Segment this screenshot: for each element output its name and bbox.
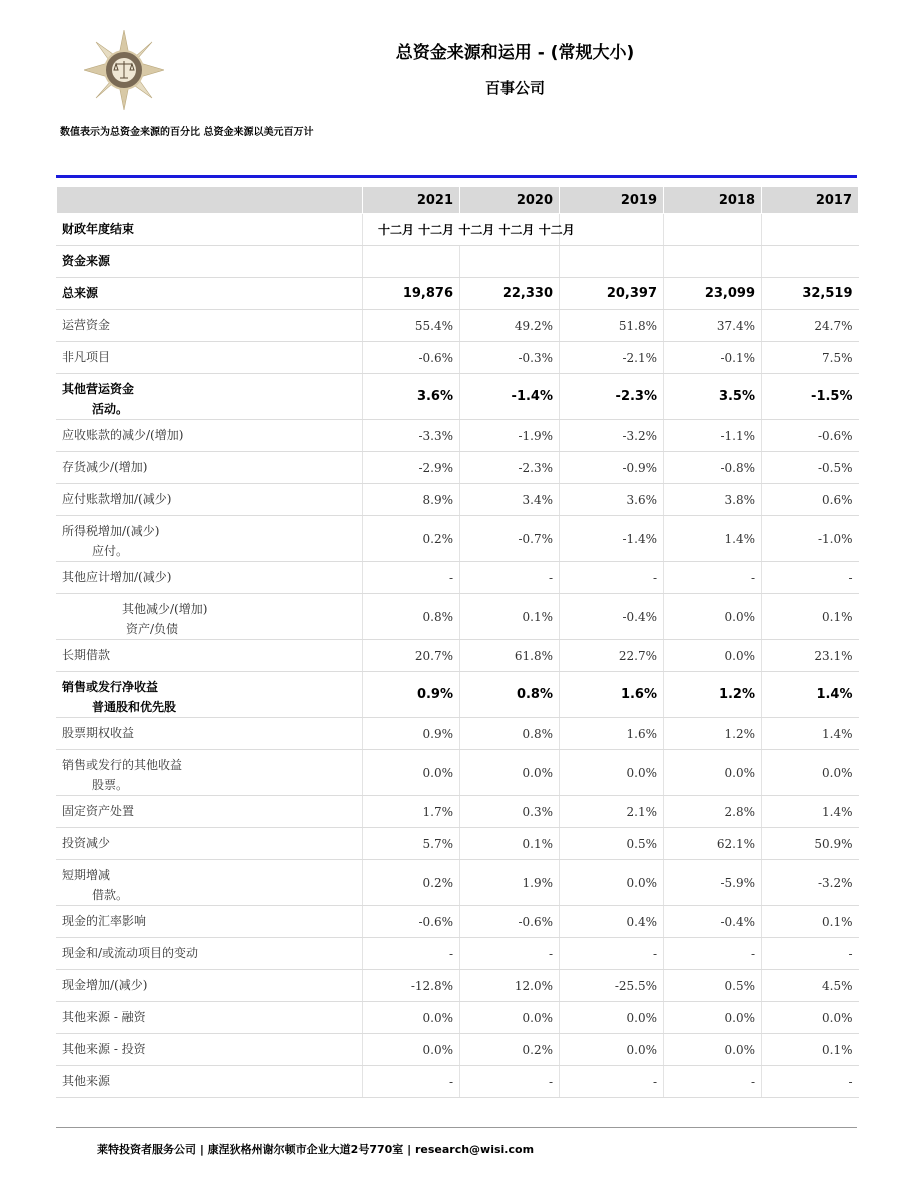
value-cell: -0.6%	[363, 906, 460, 938]
row-label	[57, 906, 363, 938]
table-row	[57, 562, 859, 594]
value-cell: -	[460, 1066, 560, 1098]
value-cell: 0.8%	[460, 718, 560, 750]
row-label	[57, 1034, 363, 1066]
row-label-line2: 股票。	[92, 778, 129, 792]
value-cell: 0.0%	[762, 750, 859, 796]
table-row	[57, 310, 859, 342]
row-label-line2: 借款。	[92, 888, 129, 902]
row-label-line2: 普通股和优先股	[92, 700, 177, 714]
table-row	[57, 516, 859, 562]
table-row	[57, 828, 859, 860]
year-header: 2019	[560, 187, 664, 214]
value-cell: 0.9%	[363, 672, 460, 718]
value-cell: -3.2%	[560, 420, 664, 452]
row-label	[57, 938, 363, 970]
row-label	[57, 562, 363, 594]
value-cell: 0.3%	[460, 796, 560, 828]
year-header-row	[57, 187, 859, 214]
value-cell: 1.4%	[762, 796, 859, 828]
row-label-line1: 运营资金	[62, 318, 111, 332]
value-cell: -2.3%	[460, 452, 560, 484]
value-cell: -0.6%	[363, 342, 460, 374]
value-cell: -0.5%	[762, 452, 859, 484]
row-label	[57, 310, 363, 342]
value-cell: -1.4%	[560, 516, 664, 562]
value-cell: -0.4%	[664, 906, 762, 938]
header-blank-cell	[57, 187, 363, 214]
table-row	[57, 420, 859, 452]
row-label-line1: 现金增加/(减少)	[62, 978, 148, 992]
row-label: 总来源	[57, 278, 363, 310]
fiscal-year-end-row	[57, 214, 859, 246]
value-cell: 0.1%	[460, 594, 560, 640]
value-cell: 0.0%	[560, 750, 664, 796]
row-label-line1: 其他应计增加/(减少)	[62, 570, 172, 584]
value-cell: 1.4%	[664, 516, 762, 562]
row-label: 财政年度结束	[57, 214, 363, 246]
value-cell: 32,519	[762, 278, 859, 310]
value-cell: -	[762, 562, 859, 594]
table-row	[57, 640, 859, 672]
table-row	[57, 1002, 859, 1034]
value-cell: -5.9%	[664, 860, 762, 906]
value-cell: 19,876	[363, 278, 460, 310]
value-cell: -	[460, 562, 560, 594]
value-cell: 0.0%	[460, 1002, 560, 1034]
row-label-line1: 所得税增加/(减少)	[62, 524, 160, 538]
table-row	[57, 452, 859, 484]
row-label-line1: 应收账款的减少/(增加)	[62, 428, 184, 442]
value-cell: 61.8%	[460, 640, 560, 672]
value-cell: 0.5%	[560, 828, 664, 860]
section-header-row	[57, 246, 859, 278]
table-row	[57, 672, 859, 718]
value-cell: -2.9%	[363, 452, 460, 484]
value-cell: -	[560, 562, 664, 594]
value-cell: 50.9%	[762, 828, 859, 860]
value-cell: 0.4%	[560, 906, 664, 938]
value-cell: -3.2%	[762, 860, 859, 906]
value-cell: 0.0%	[363, 750, 460, 796]
value-cell: 22.7%	[560, 640, 664, 672]
header-divider	[56, 175, 857, 178]
row-label-line1: 非凡项目	[62, 350, 111, 364]
value-cell: 0.8%	[460, 672, 560, 718]
row-label	[57, 374, 363, 420]
value-cell: -	[762, 1066, 859, 1098]
value-cell: -1.1%	[664, 420, 762, 452]
year-header: 2017	[762, 187, 859, 214]
value-cell: -	[762, 938, 859, 970]
value-cell: 62.1%	[664, 828, 762, 860]
row-label-line1: 股票期权收益	[62, 726, 135, 740]
value-cell: 1.6%	[560, 718, 664, 750]
value-cell: 3.4%	[460, 484, 560, 516]
row-label-line1: 投资减少	[62, 836, 111, 850]
value-cell: 0.0%	[664, 1034, 762, 1066]
value-cell: -0.6%	[460, 906, 560, 938]
fiscal-months: 十二月 十二月 十二月 十二月 十二月	[363, 214, 560, 246]
value-cell: 51.8%	[560, 310, 664, 342]
company-logo-icon	[84, 30, 164, 110]
value-cell: 3.6%	[560, 484, 664, 516]
value-cell: -2.3%	[560, 374, 664, 420]
value-cell: -	[363, 562, 460, 594]
value-cell: 5.7%	[363, 828, 460, 860]
row-label	[57, 750, 363, 796]
value-cell: -	[664, 562, 762, 594]
sources-of-funds-table	[56, 186, 859, 1098]
value-cell: -1.0%	[762, 516, 859, 562]
value-cell: 0.5%	[664, 970, 762, 1002]
value-cell: -1.5%	[762, 374, 859, 420]
value-cell: 1.2%	[664, 672, 762, 718]
row-label	[57, 828, 363, 860]
row-label	[57, 672, 363, 718]
row-label	[57, 452, 363, 484]
value-cell: 1.4%	[762, 718, 859, 750]
value-cell: -0.8%	[664, 452, 762, 484]
year-header: 2021	[363, 187, 460, 214]
value-cell: 24.7%	[762, 310, 859, 342]
value-cell: -	[363, 1066, 460, 1098]
total-sources-row	[57, 278, 859, 310]
table-row	[57, 1034, 859, 1066]
table-row	[57, 1066, 859, 1098]
value-cell: -	[664, 938, 762, 970]
value-cell: 7.5%	[762, 342, 859, 374]
value-cell: 4.5%	[762, 970, 859, 1002]
row-label-line1: 应付账款增加/(减少)	[62, 492, 172, 506]
value-cell: 0.1%	[762, 594, 859, 640]
value-cell: 1.4%	[762, 672, 859, 718]
value-cell: 0.0%	[664, 640, 762, 672]
row-label	[57, 484, 363, 516]
value-cell: 0.8%	[363, 594, 460, 640]
table-row	[57, 484, 859, 516]
value-cell: -25.5%	[560, 970, 664, 1002]
footer-contact: 莱特投资者服务公司 | 康涅狄格州谢尔顿市企业大道2号770室 | research@wisi.com	[97, 1143, 535, 1156]
value-cell: 37.4%	[664, 310, 762, 342]
value-cell: 3.6%	[363, 374, 460, 420]
company-name: 百事公司	[484, 79, 545, 97]
year-header: 2020	[460, 187, 560, 214]
row-label-line2: 资产/负债	[126, 622, 179, 636]
value-cell: -2.1%	[560, 342, 664, 374]
row-label-line1: 其他减少/(增加)	[122, 602, 208, 616]
value-cell: 23,099	[664, 278, 762, 310]
value-cell: -	[664, 1066, 762, 1098]
table-row	[57, 860, 859, 906]
table-row	[57, 938, 859, 970]
year-header: 2018	[664, 187, 762, 214]
value-cell: 0.0%	[363, 1002, 460, 1034]
value-cell: 1.6%	[560, 672, 664, 718]
row-label-line1: 短期增减	[62, 868, 111, 882]
table-row	[57, 906, 859, 938]
value-cell: 0.6%	[762, 484, 859, 516]
row-label	[57, 594, 363, 640]
row-label-line1: 存货减少/(增加)	[62, 460, 148, 474]
value-cell: -0.4%	[560, 594, 664, 640]
value-cell: -	[363, 938, 460, 970]
table-row	[57, 970, 859, 1002]
table-row	[57, 374, 859, 420]
value-cell: 0.0%	[560, 860, 664, 906]
value-cell: 0.0%	[460, 750, 560, 796]
value-cell: 0.2%	[363, 516, 460, 562]
value-cell: 0.0%	[664, 1002, 762, 1034]
row-label	[57, 796, 363, 828]
row-label-line1: 销售或发行的其他收益	[62, 758, 183, 772]
row-label-line1: 销售或发行净收益	[62, 680, 159, 694]
section-label: 资金来源	[57, 246, 363, 278]
value-cell: -1.9%	[460, 420, 560, 452]
row-label-line1: 长期借款	[62, 648, 111, 662]
value-cell: 2.8%	[664, 796, 762, 828]
value-cell: -3.3%	[363, 420, 460, 452]
value-cell: 0.1%	[762, 1034, 859, 1066]
value-cell: 1.2%	[664, 718, 762, 750]
row-label	[57, 1066, 363, 1098]
row-label	[57, 1002, 363, 1034]
value-cell: 1.7%	[363, 796, 460, 828]
value-cell: -0.1%	[664, 342, 762, 374]
value-cell: -	[460, 938, 560, 970]
value-cell: 49.2%	[460, 310, 560, 342]
row-label	[57, 420, 363, 452]
value-cell: 0.2%	[460, 1034, 560, 1066]
table-row	[57, 718, 859, 750]
row-label-line2: 应付。	[92, 544, 129, 558]
row-label-line1: 其他来源	[62, 1074, 111, 1088]
value-cell: -1.4%	[460, 374, 560, 420]
value-cell: 0.9%	[363, 718, 460, 750]
value-cell: 55.4%	[363, 310, 460, 342]
value-cell: -0.3%	[460, 342, 560, 374]
table-row	[57, 750, 859, 796]
value-cell: 12.0%	[460, 970, 560, 1002]
value-cell: 3.8%	[664, 484, 762, 516]
row-label	[57, 970, 363, 1002]
value-cell: 0.0%	[762, 1002, 859, 1034]
page-title: 总资金来源和运用 - (常规大小)	[395, 43, 635, 63]
value-cell: -	[560, 938, 664, 970]
value-cell: 23.1%	[762, 640, 859, 672]
value-cell: 0.1%	[762, 906, 859, 938]
value-cell: 0.0%	[664, 750, 762, 796]
value-cell: 0.0%	[560, 1002, 664, 1034]
row-label-line2: 活动。	[92, 402, 129, 416]
value-cell: -0.7%	[460, 516, 560, 562]
row-label-line1: 现金的汇率影响	[62, 914, 147, 928]
row-label-line1: 其他来源 - 投资	[62, 1042, 146, 1056]
table-row	[57, 594, 859, 640]
row-label	[57, 860, 363, 906]
value-cell: 1.9%	[460, 860, 560, 906]
value-cell: 0.0%	[664, 594, 762, 640]
value-cell: 0.2%	[363, 860, 460, 906]
row-label	[57, 718, 363, 750]
footer-divider	[56, 1127, 857, 1128]
table-row	[57, 342, 859, 374]
value-cell: 8.9%	[363, 484, 460, 516]
value-cell: -	[560, 1066, 664, 1098]
units-note: 数值表示为总资金来源的百分比 总资金来源以美元百万计	[60, 127, 314, 138]
table-row	[57, 796, 859, 828]
row-label-line1: 其他来源 - 融资	[62, 1010, 146, 1024]
value-cell: 2.1%	[560, 796, 664, 828]
value-cell: -0.6%	[762, 420, 859, 452]
row-label	[57, 342, 363, 374]
value-cell: -12.8%	[363, 970, 460, 1002]
value-cell: 0.0%	[560, 1034, 664, 1066]
value-cell: 0.1%	[460, 828, 560, 860]
value-cell: -0.9%	[560, 452, 664, 484]
value-cell: 20,397	[560, 278, 664, 310]
value-cell: 20.7%	[363, 640, 460, 672]
row-label-line1: 其他营运资金	[62, 382, 135, 396]
value-cell: 0.0%	[363, 1034, 460, 1066]
row-label-line1: 固定资产处置	[62, 804, 135, 818]
row-label	[57, 516, 363, 562]
value-cell: 3.5%	[664, 374, 762, 420]
row-label	[57, 640, 363, 672]
row-label-line1: 现金和/或流动项目的变动	[62, 946, 199, 960]
value-cell: 22,330	[460, 278, 560, 310]
